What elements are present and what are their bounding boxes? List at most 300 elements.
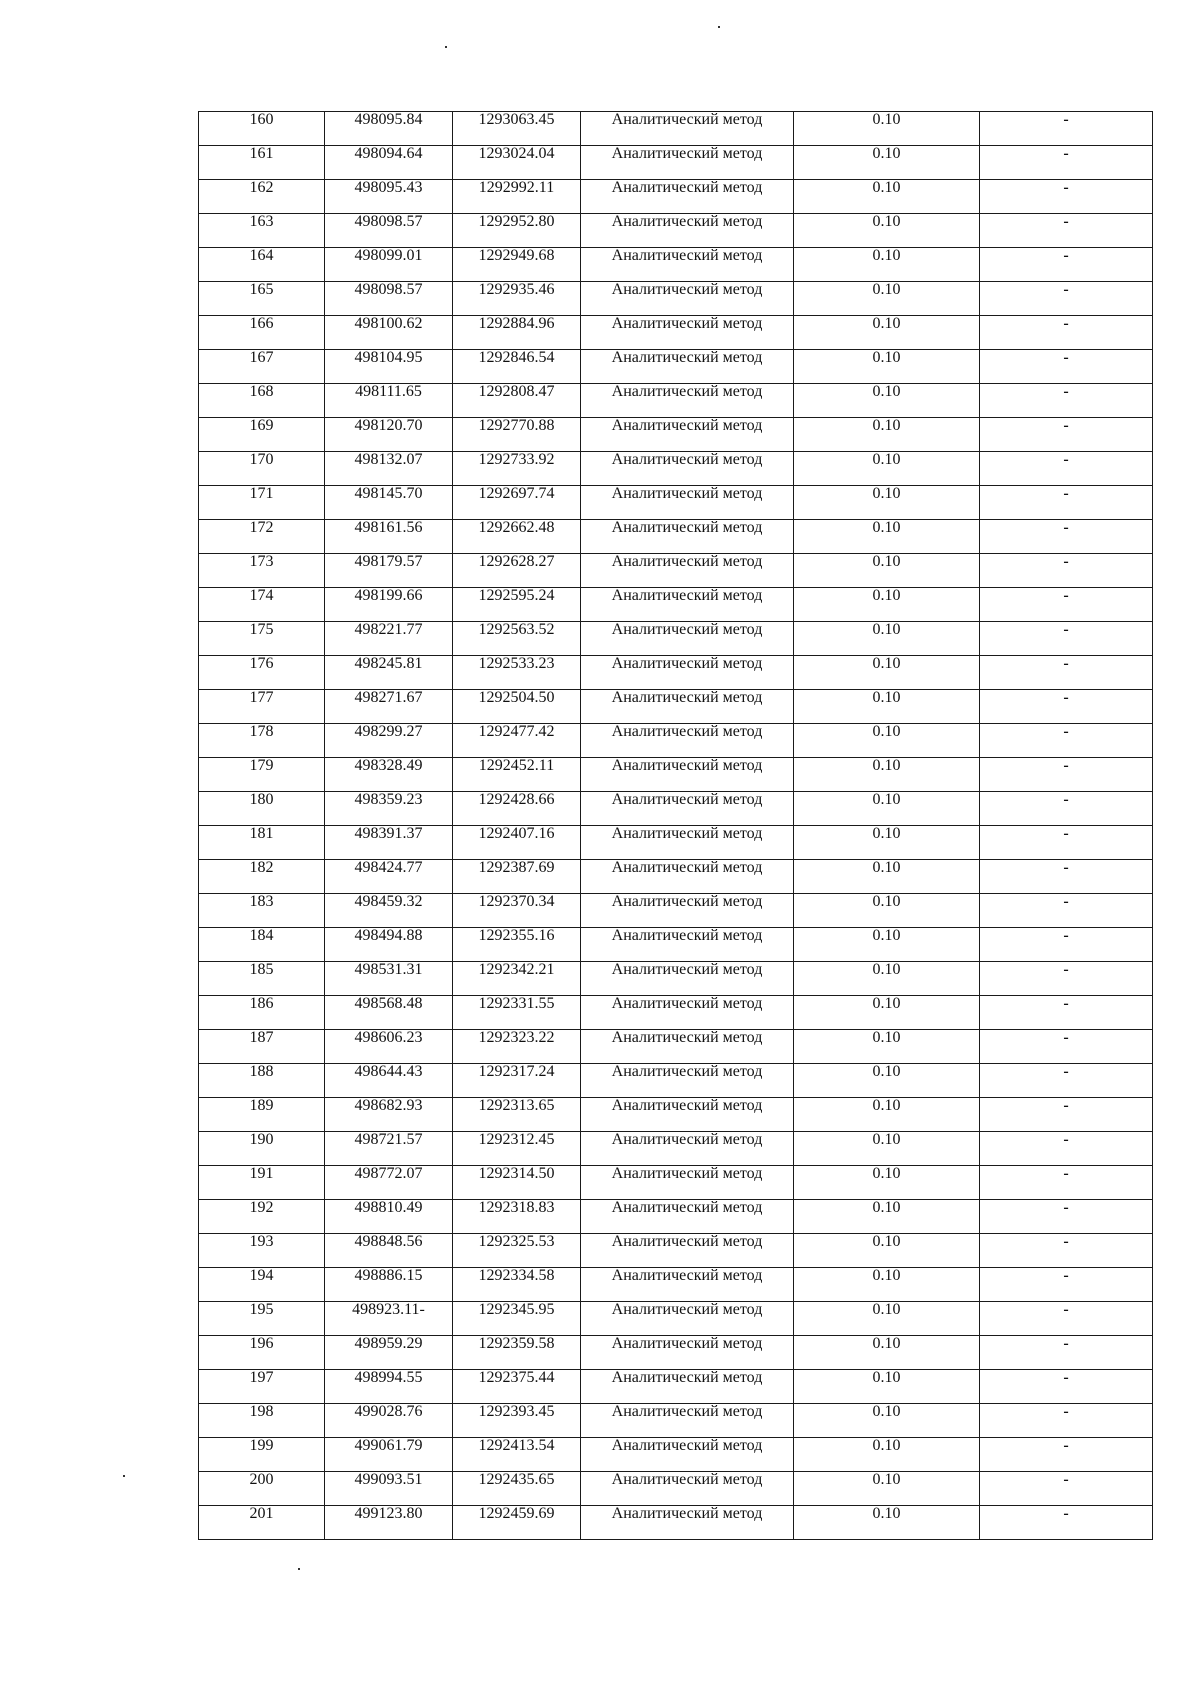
method-cell: Аналитический метод (581, 1098, 794, 1132)
point-number-cell: 179 (199, 758, 325, 792)
note-cell: - (980, 1336, 1153, 1370)
y-coordinate-cell: 1292355.16 (453, 928, 581, 962)
accuracy-cell: 0.10 (794, 1506, 980, 1540)
y-coordinate-cell: 1292323.22 (453, 1030, 581, 1064)
point-number-cell: 173 (199, 554, 325, 588)
note-cell: - (980, 418, 1153, 452)
point-number-cell: 161 (199, 146, 325, 180)
note-cell: - (980, 520, 1153, 554)
y-coordinate-cell: 1292435.65 (453, 1472, 581, 1506)
note-cell: - (980, 758, 1153, 792)
coordinates-table-body (199, 112, 1153, 1540)
method-cell: Аналитический метод (581, 1268, 794, 1302)
accuracy-cell: 0.10 (794, 894, 980, 928)
method-cell: Аналитический метод (581, 656, 794, 690)
point-number-cell: 167 (199, 350, 325, 384)
point-number-cell: 186 (199, 996, 325, 1030)
method-cell: Аналитический метод (581, 724, 794, 758)
point-number-cell: 184 (199, 928, 325, 962)
method-cell: Аналитический метод (581, 860, 794, 894)
method-cell: Аналитический метод (581, 486, 794, 520)
table-row (199, 520, 1153, 554)
y-coordinate-cell: 1292992.11 (453, 180, 581, 214)
method-cell: Аналитический метод (581, 622, 794, 656)
method-cell: Аналитический метод (581, 1506, 794, 1540)
table-row (199, 180, 1153, 214)
accuracy-cell: 0.10 (794, 1370, 980, 1404)
method-cell: Аналитический метод (581, 690, 794, 724)
accuracy-cell: 0.10 (794, 1336, 980, 1370)
table-row (199, 1200, 1153, 1234)
y-coordinate-cell: 1292312.45 (453, 1132, 581, 1166)
accuracy-cell: 0.10 (794, 1302, 980, 1336)
table-row (199, 1404, 1153, 1438)
table-row (199, 622, 1153, 656)
accuracy-cell: 0.10 (794, 316, 980, 350)
point-number-cell: 164 (199, 248, 325, 282)
x-coordinate-cell: 498299.27 (325, 724, 453, 758)
accuracy-cell: 0.10 (794, 1200, 980, 1234)
x-coordinate-cell: 498095.84 (325, 112, 453, 146)
point-number-cell: 183 (199, 894, 325, 928)
note-cell: - (980, 1098, 1153, 1132)
table-row (199, 1336, 1153, 1370)
point-number-cell: 172 (199, 520, 325, 554)
method-cell: Аналитический метод (581, 316, 794, 350)
table-row (199, 1370, 1153, 1404)
x-coordinate-cell: 498359.23 (325, 792, 453, 826)
point-number-cell: 200 (199, 1472, 325, 1506)
accuracy-cell: 0.10 (794, 928, 980, 962)
accuracy-cell: 0.10 (794, 282, 980, 316)
y-coordinate-cell: 1292393.45 (453, 1404, 581, 1438)
point-number-cell: 177 (199, 690, 325, 724)
scan-speck (123, 1475, 125, 1477)
note-cell: - (980, 1030, 1153, 1064)
table-row (199, 1438, 1153, 1472)
x-coordinate-cell: 498424.77 (325, 860, 453, 894)
y-coordinate-cell: 1292884.96 (453, 316, 581, 350)
x-coordinate-cell: 499093.51 (325, 1472, 453, 1506)
table-row (199, 588, 1153, 622)
note-cell: - (980, 180, 1153, 214)
x-coordinate-cell: 498179.57 (325, 554, 453, 588)
x-coordinate-cell: 498959.29 (325, 1336, 453, 1370)
point-number-cell: 191 (199, 1166, 325, 1200)
x-coordinate-cell: 498772.07 (325, 1166, 453, 1200)
y-coordinate-cell: 1293063.45 (453, 112, 581, 146)
note-cell: - (980, 146, 1153, 180)
x-coordinate-cell: 498099.01 (325, 248, 453, 282)
x-coordinate-cell: 498886.15 (325, 1268, 453, 1302)
table-row (199, 724, 1153, 758)
x-coordinate-cell: 498100.62 (325, 316, 453, 350)
note-cell: - (980, 996, 1153, 1030)
y-coordinate-cell: 1292459.69 (453, 1506, 581, 1540)
accuracy-cell: 0.10 (794, 1268, 980, 1302)
point-number-cell: 171 (199, 486, 325, 520)
note-cell: - (980, 486, 1153, 520)
point-number-cell: 170 (199, 452, 325, 486)
point-number-cell: 201 (199, 1506, 325, 1540)
y-coordinate-cell: 1292375.44 (453, 1370, 581, 1404)
x-coordinate-cell: 498199.66 (325, 588, 453, 622)
point-number-cell: 169 (199, 418, 325, 452)
note-cell: - (980, 248, 1153, 282)
x-coordinate-cell: 498098.57 (325, 282, 453, 316)
accuracy-cell: 0.10 (794, 486, 980, 520)
note-cell: - (980, 962, 1153, 996)
method-cell: Аналитический метод (581, 894, 794, 928)
note-cell: - (980, 690, 1153, 724)
method-cell: Аналитический метод (581, 962, 794, 996)
y-coordinate-cell: 1292370.34 (453, 894, 581, 928)
note-cell: - (980, 1166, 1153, 1200)
method-cell: Аналитический метод (581, 112, 794, 146)
y-coordinate-cell: 1292318.83 (453, 1200, 581, 1234)
note-cell: - (980, 1370, 1153, 1404)
y-coordinate-cell: 1292563.52 (453, 622, 581, 656)
method-cell: Аналитический метод (581, 180, 794, 214)
x-coordinate-cell: 498095.43 (325, 180, 453, 214)
y-coordinate-cell: 1292334.58 (453, 1268, 581, 1302)
point-number-cell: 180 (199, 792, 325, 826)
accuracy-cell: 0.10 (794, 180, 980, 214)
note-cell: - (980, 214, 1153, 248)
x-coordinate-cell: 498094.64 (325, 146, 453, 180)
note-cell: - (980, 588, 1153, 622)
y-coordinate-cell: 1292387.69 (453, 860, 581, 894)
point-number-cell: 160 (199, 112, 325, 146)
x-coordinate-cell: 498810.49 (325, 1200, 453, 1234)
accuracy-cell: 0.10 (794, 826, 980, 860)
x-coordinate-cell: 498994.55 (325, 1370, 453, 1404)
point-number-cell: 175 (199, 622, 325, 656)
accuracy-cell: 0.10 (794, 588, 980, 622)
accuracy-cell: 0.10 (794, 622, 980, 656)
accuracy-cell: 0.10 (794, 724, 980, 758)
method-cell: Аналитический метод (581, 1302, 794, 1336)
point-number-cell: 197 (199, 1370, 325, 1404)
note-cell: - (980, 1268, 1153, 1302)
table-row (199, 418, 1153, 452)
point-number-cell: 193 (199, 1234, 325, 1268)
table-row (199, 282, 1153, 316)
method-cell: Аналитический метод (581, 588, 794, 622)
table-row (199, 1030, 1153, 1064)
note-cell: - (980, 928, 1153, 962)
table-row (199, 384, 1153, 418)
point-number-cell: 198 (199, 1404, 325, 1438)
accuracy-cell: 0.10 (794, 1030, 980, 1064)
x-coordinate-cell: 498391.37 (325, 826, 453, 860)
method-cell: Аналитический метод (581, 418, 794, 452)
accuracy-cell: 0.10 (794, 1098, 980, 1132)
table-row (199, 1302, 1153, 1336)
y-coordinate-cell: 1292952.80 (453, 214, 581, 248)
y-coordinate-cell: 1292595.24 (453, 588, 581, 622)
y-coordinate-cell: 1292846.54 (453, 350, 581, 384)
y-coordinate-cell: 1292342.21 (453, 962, 581, 996)
accuracy-cell: 0.10 (794, 350, 980, 384)
accuracy-cell: 0.10 (794, 1472, 980, 1506)
note-cell: - (980, 1506, 1153, 1540)
x-coordinate-cell: 498120.70 (325, 418, 453, 452)
method-cell: Аналитический метод (581, 520, 794, 554)
table-row (199, 894, 1153, 928)
y-coordinate-cell: 1292317.24 (453, 1064, 581, 1098)
table-row (199, 316, 1153, 350)
y-coordinate-cell: 1292533.23 (453, 656, 581, 690)
y-coordinate-cell: 1292477.42 (453, 724, 581, 758)
accuracy-cell: 0.10 (794, 1064, 980, 1098)
note-cell: - (980, 792, 1153, 826)
y-coordinate-cell: 1292314.50 (453, 1166, 581, 1200)
point-number-cell: 162 (199, 180, 325, 214)
note-cell: - (980, 452, 1153, 486)
method-cell: Аналитический метод (581, 928, 794, 962)
note-cell: - (980, 554, 1153, 588)
table-row (199, 656, 1153, 690)
x-coordinate-cell: 499028.76 (325, 1404, 453, 1438)
note-cell: - (980, 656, 1153, 690)
accuracy-cell: 0.10 (794, 554, 980, 588)
table-row (199, 112, 1153, 146)
point-number-cell: 194 (199, 1268, 325, 1302)
accuracy-cell: 0.10 (794, 146, 980, 180)
accuracy-cell: 0.10 (794, 792, 980, 826)
x-coordinate-cell: 499061.79 (325, 1438, 453, 1472)
point-number-cell: 185 (199, 962, 325, 996)
table-row (199, 452, 1153, 486)
method-cell: Аналитический метод (581, 384, 794, 418)
x-coordinate-cell: 498721.57 (325, 1132, 453, 1166)
x-coordinate-cell: 498531.31 (325, 962, 453, 996)
note-cell: - (980, 1472, 1153, 1506)
table-row (199, 350, 1153, 384)
scan-speck (445, 46, 447, 48)
note-cell: - (980, 1234, 1153, 1268)
y-coordinate-cell: 1293024.04 (453, 146, 581, 180)
table-row (199, 1506, 1153, 1540)
note-cell: - (980, 1302, 1153, 1336)
accuracy-cell: 0.10 (794, 1234, 980, 1268)
note-cell: - (980, 350, 1153, 384)
note-cell: - (980, 282, 1153, 316)
x-coordinate-cell: 498682.93 (325, 1098, 453, 1132)
y-coordinate-cell: 1292808.47 (453, 384, 581, 418)
x-coordinate-cell: 498245.81 (325, 656, 453, 690)
accuracy-cell: 0.10 (794, 860, 980, 894)
x-coordinate-cell: 498098.57 (325, 214, 453, 248)
accuracy-cell: 0.10 (794, 520, 980, 554)
x-coordinate-cell: 498145.70 (325, 486, 453, 520)
coordinates-table (198, 111, 1153, 1540)
note-cell: - (980, 1438, 1153, 1472)
accuracy-cell: 0.10 (794, 384, 980, 418)
x-coordinate-cell: 498161.56 (325, 520, 453, 554)
note-cell: - (980, 112, 1153, 146)
x-coordinate-cell: 498132.07 (325, 452, 453, 486)
y-coordinate-cell: 1292428.66 (453, 792, 581, 826)
table-row (199, 1472, 1153, 1506)
note-cell: - (980, 316, 1153, 350)
table-row (199, 248, 1153, 282)
y-coordinate-cell: 1292325.53 (453, 1234, 581, 1268)
y-coordinate-cell: 1292452.11 (453, 758, 581, 792)
table-row (199, 996, 1153, 1030)
point-number-cell: 195 (199, 1302, 325, 1336)
point-number-cell: 163 (199, 214, 325, 248)
point-number-cell: 165 (199, 282, 325, 316)
x-coordinate-cell: 499123.80 (325, 1506, 453, 1540)
y-coordinate-cell: 1292345.95 (453, 1302, 581, 1336)
accuracy-cell: 0.10 (794, 1438, 980, 1472)
table-row (199, 1064, 1153, 1098)
table-row (199, 758, 1153, 792)
method-cell: Аналитический метод (581, 1336, 794, 1370)
accuracy-cell: 0.10 (794, 1132, 980, 1166)
method-cell: Аналитический метод (581, 1200, 794, 1234)
method-cell: Аналитический метод (581, 1234, 794, 1268)
note-cell: - (980, 1132, 1153, 1166)
y-coordinate-cell: 1292697.74 (453, 486, 581, 520)
y-coordinate-cell: 1292662.48 (453, 520, 581, 554)
y-coordinate-cell: 1292949.68 (453, 248, 581, 282)
accuracy-cell: 0.10 (794, 418, 980, 452)
method-cell: Аналитический метод (581, 248, 794, 282)
table-row (199, 1234, 1153, 1268)
y-coordinate-cell: 1292407.16 (453, 826, 581, 860)
method-cell: Аналитический метод (581, 996, 794, 1030)
y-coordinate-cell: 1292935.46 (453, 282, 581, 316)
accuracy-cell: 0.10 (794, 1166, 980, 1200)
table-row (199, 962, 1153, 996)
x-coordinate-cell: 498271.67 (325, 690, 453, 724)
point-number-cell: 196 (199, 1336, 325, 1370)
table-row (199, 792, 1153, 826)
y-coordinate-cell: 1292733.92 (453, 452, 581, 486)
point-number-cell: 182 (199, 860, 325, 894)
method-cell: Аналитический метод (581, 1370, 794, 1404)
y-coordinate-cell: 1292770.88 (453, 418, 581, 452)
note-cell: - (980, 826, 1153, 860)
point-number-cell: 199 (199, 1438, 325, 1472)
table-row (199, 860, 1153, 894)
y-coordinate-cell: 1292504.50 (453, 690, 581, 724)
note-cell: - (980, 1064, 1153, 1098)
accuracy-cell: 0.10 (794, 248, 980, 282)
note-cell: - (980, 384, 1153, 418)
note-cell: - (980, 724, 1153, 758)
table-row (199, 1268, 1153, 1302)
method-cell: Аналитический метод (581, 282, 794, 316)
accuracy-cell: 0.10 (794, 214, 980, 248)
x-coordinate-cell: 498644.43 (325, 1064, 453, 1098)
method-cell: Аналитический метод (581, 1030, 794, 1064)
accuracy-cell: 0.10 (794, 452, 980, 486)
point-number-cell: 187 (199, 1030, 325, 1064)
y-coordinate-cell: 1292628.27 (453, 554, 581, 588)
x-coordinate-cell: 498606.23 (325, 1030, 453, 1064)
accuracy-cell: 0.10 (794, 656, 980, 690)
point-number-cell: 192 (199, 1200, 325, 1234)
method-cell: Аналитический метод (581, 826, 794, 860)
note-cell: - (980, 622, 1153, 656)
x-coordinate-cell: 498494.88 (325, 928, 453, 962)
table-row (199, 928, 1153, 962)
y-coordinate-cell: 1292359.58 (453, 1336, 581, 1370)
method-cell: Аналитический метод (581, 792, 794, 826)
point-number-cell: 166 (199, 316, 325, 350)
point-number-cell: 189 (199, 1098, 325, 1132)
note-cell: - (980, 1404, 1153, 1438)
table-row (199, 486, 1153, 520)
x-coordinate-cell: 498221.77 (325, 622, 453, 656)
note-cell: - (980, 1200, 1153, 1234)
table-row (199, 1132, 1153, 1166)
scan-speck (298, 1568, 300, 1570)
method-cell: Аналитический метод (581, 1438, 794, 1472)
accuracy-cell: 0.10 (794, 1404, 980, 1438)
note-cell: - (980, 894, 1153, 928)
point-number-cell: 168 (199, 384, 325, 418)
accuracy-cell: 0.10 (794, 112, 980, 146)
method-cell: Аналитический метод (581, 758, 794, 792)
y-coordinate-cell: 1292413.54 (453, 1438, 581, 1472)
table-row (199, 554, 1153, 588)
x-coordinate-cell: 498848.56 (325, 1234, 453, 1268)
point-number-cell: 190 (199, 1132, 325, 1166)
point-number-cell: 176 (199, 656, 325, 690)
x-coordinate-cell: 498923.11- (325, 1302, 453, 1336)
x-coordinate-cell: 498328.49 (325, 758, 453, 792)
table-row (199, 1098, 1153, 1132)
accuracy-cell: 0.10 (794, 758, 980, 792)
method-cell: Аналитический метод (581, 146, 794, 180)
method-cell: Аналитический метод (581, 214, 794, 248)
accuracy-cell: 0.10 (794, 996, 980, 1030)
method-cell: Аналитический метод (581, 1404, 794, 1438)
x-coordinate-cell: 498568.48 (325, 996, 453, 1030)
point-number-cell: 181 (199, 826, 325, 860)
method-cell: Аналитический метод (581, 452, 794, 486)
method-cell: Аналитический метод (581, 1132, 794, 1166)
table-row (199, 690, 1153, 724)
x-coordinate-cell: 498111.65 (325, 384, 453, 418)
point-number-cell: 174 (199, 588, 325, 622)
y-coordinate-cell: 1292331.55 (453, 996, 581, 1030)
method-cell: Аналитический метод (581, 350, 794, 384)
accuracy-cell: 0.10 (794, 962, 980, 996)
method-cell: Аналитический метод (581, 1472, 794, 1506)
note-cell: - (980, 860, 1153, 894)
method-cell: Аналитический метод (581, 554, 794, 588)
scan-speck (718, 26, 720, 28)
method-cell: Аналитический метод (581, 1064, 794, 1098)
table-row (199, 826, 1153, 860)
method-cell: Аналитический метод (581, 1166, 794, 1200)
table-row (199, 146, 1153, 180)
y-coordinate-cell: 1292313.65 (453, 1098, 581, 1132)
x-coordinate-cell: 498104.95 (325, 350, 453, 384)
x-coordinate-cell: 498459.32 (325, 894, 453, 928)
table-row (199, 1166, 1153, 1200)
table-row (199, 214, 1153, 248)
point-number-cell: 188 (199, 1064, 325, 1098)
accuracy-cell: 0.10 (794, 690, 980, 724)
point-number-cell: 178 (199, 724, 325, 758)
